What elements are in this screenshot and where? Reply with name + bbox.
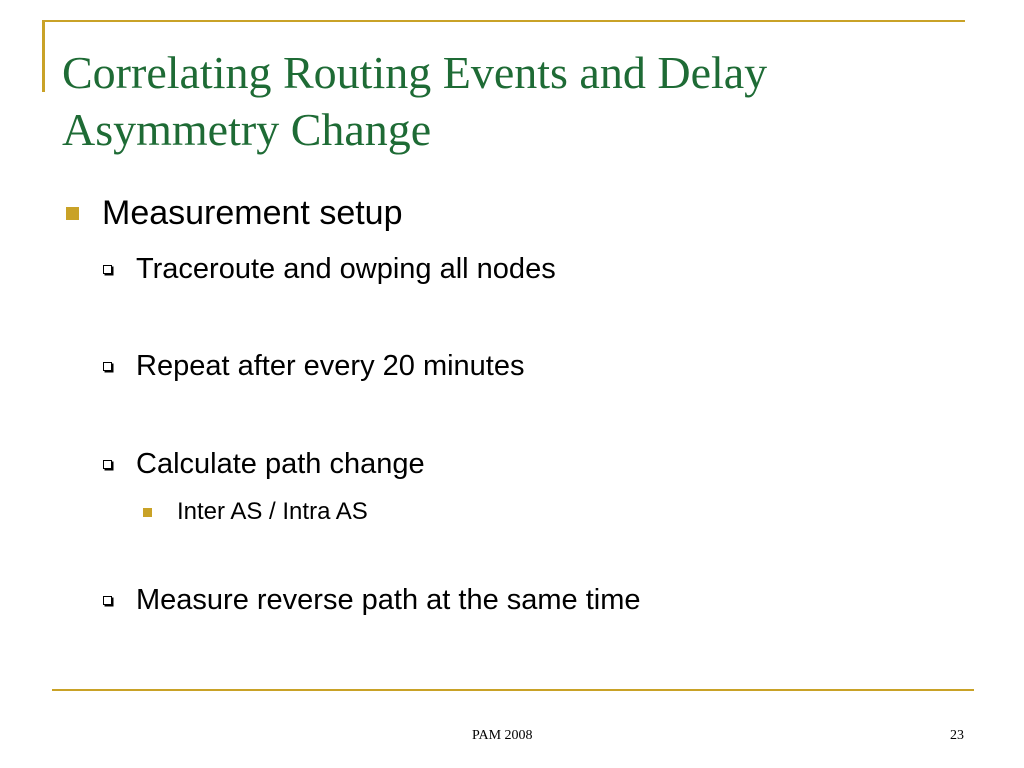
page-number: 23 — [950, 728, 964, 743]
sub-bullet-traceroute — [103, 252, 556, 286]
square-bullet-icon — [143, 508, 152, 517]
hollow-square-bullet-icon — [103, 362, 112, 371]
sub-bullet-text: Calculate path change — [136, 448, 425, 480]
sub-bullet-measure-reverse — [103, 583, 641, 617]
bullet-measurement-setup — [66, 193, 403, 233]
square-bullet-icon — [66, 207, 79, 220]
sub-bullet-text: Repeat after every 20 minutes — [136, 350, 525, 382]
sub-bullet-calculate — [103, 447, 425, 481]
sub-bullet-text: Traceroute and owping all nodes — [136, 253, 556, 285]
bullet-text: Measurement setup — [102, 194, 403, 232]
sub-bullet-text: Measure reverse path at the same time — [136, 584, 641, 616]
hollow-square-bullet-icon — [103, 265, 112, 274]
footer-rule — [52, 689, 974, 691]
sub-bullet-repeat — [103, 349, 524, 383]
slide-frame-top-rule — [42, 20, 965, 22]
slide-frame-vertical-rule — [42, 20, 45, 92]
footer-label: PAM 2008 — [472, 728, 533, 743]
hollow-square-bullet-icon — [103, 596, 112, 605]
nested-bullet-text: Inter AS / Intra AS — [177, 498, 368, 525]
slide-title: Correlating Routing Events and Delay Asymmetry Change — [62, 47, 768, 155]
hollow-square-bullet-icon — [103, 460, 112, 469]
nested-bullet-inter-intra-as — [143, 497, 368, 527]
